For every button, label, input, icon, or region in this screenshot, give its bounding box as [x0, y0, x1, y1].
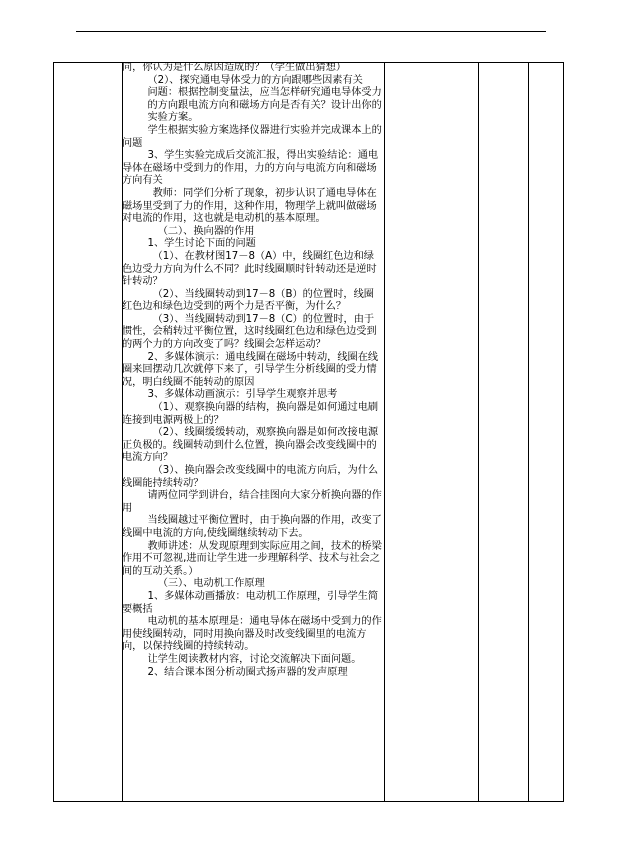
text-line: 当线圈越过平衡位置时，由于换向器的作用，改变了线圈中电流的方向,使线圈继续转动下去。 [122, 515, 382, 539]
text-line: 3、多媒体动画演示：引导学生观察并思考 [147, 389, 338, 401]
text-line: 让学生阅读教材内容，讨论交流解决下面问题。 [147, 653, 362, 665]
text-line: （2）、探究通电导体受力的方向跟哪些因素有关 [147, 74, 363, 86]
text-line: 教师讲述：从发现原理到实际应用之间，技术的桥梁作用不可忽视,进而让学生进一步理解科学、技术与社会之间的互动关系。） [122, 540, 382, 577]
text-line: （1）、观察换向器的结构，换向器是如何通过电刷连接到电源两极上的？ [122, 402, 379, 426]
teaching-process-cell [122, 62, 384, 802]
text-line: 1、学生讨论下面的问题 [147, 238, 256, 250]
text-line: （3）、当线圈转动到17－8（C）的位置时，由于惯性，会稍转过平衡位置，这时线圈红色边和绿色边受到的两个力的方向改变了吗？线圈会怎样运动？ [122, 313, 377, 351]
section-heading: （三）、电动机工作原理 [157, 578, 265, 590]
column-divider-4 [528, 63, 529, 801]
text-line: 1、多媒体动画播放：电动机工作原理，引导学生简要概括 [122, 590, 379, 615]
text-line: 2、结合课本图分析动圈式扬声器的发声原理 [147, 666, 348, 678]
page-header-rule [76, 31, 546, 32]
text-line: （2）、当线圈转动到17－8（B）的位置时，线圈红色边和绿色边受到的两个力是否平衡，为什么？ [122, 288, 374, 313]
text-line: 问题：根据控制变量法，应当怎样研究通电导体受力的方向跟电流方向和磁场方向是否有关？设计出你的实验方案。 [147, 87, 382, 124]
text-line: 请两位同学到讲台，结合挂图向大家分析换向器的作用 [122, 490, 382, 514]
text-line: 学生根据实验方案选择仪器进行实验并完成课本上的问题 [122, 124, 382, 149]
text-line: 同，你认为是什么原因造成的？（学生做出猜想） [122, 62, 347, 73]
text-line: 3、学生实验完成后交流汇报，得出实验结论：通电导体在磁场中受到力的作用，力的方向与电流方向和磁场方向有关 [122, 150, 379, 187]
text-line: （2）、线圈缓缓转动，观察换向器是如何改接电源正负极的。线圈转动到什么位置，换向器会改变线圈中的电流方向？ [122, 427, 379, 464]
text-line: 电动机的基本原理是：通电导体在磁场中受到力的作用使线圈转动，同时用换向器及时改变线圈里的电流方向，以保持线圈的持续转动。 [122, 616, 382, 653]
text-line: （3）、换向器会改变线圈中的电流方向后，为什么线圈能持续转动？ [122, 465, 379, 489]
column-divider-2 [384, 63, 385, 801]
text-line: 2、多媒体演示：通电线圈在磁场中转动，线圈在线圈来回摆动几次就停下来了，引导学生分析线圈的受力情况，明白线圈不能转动的原因 [122, 351, 379, 388]
text-line: （1）、在教材图17－8（A）中，线圈红色边和绿色边受力方向为什么不同？此时线圈顺时针转动还是逆时针转动？ [122, 250, 377, 288]
section-heading: （二）、换向器的作用 [157, 225, 255, 237]
column-divider-3 [478, 63, 479, 801]
text-line: 教师：同学们分析了现象，初步认识了通电导体在磁场里受到了力的作用，这种作用，物理学上就叫做磁场对电流的作用，这也就是电动机的基本原理。 [122, 187, 377, 225]
